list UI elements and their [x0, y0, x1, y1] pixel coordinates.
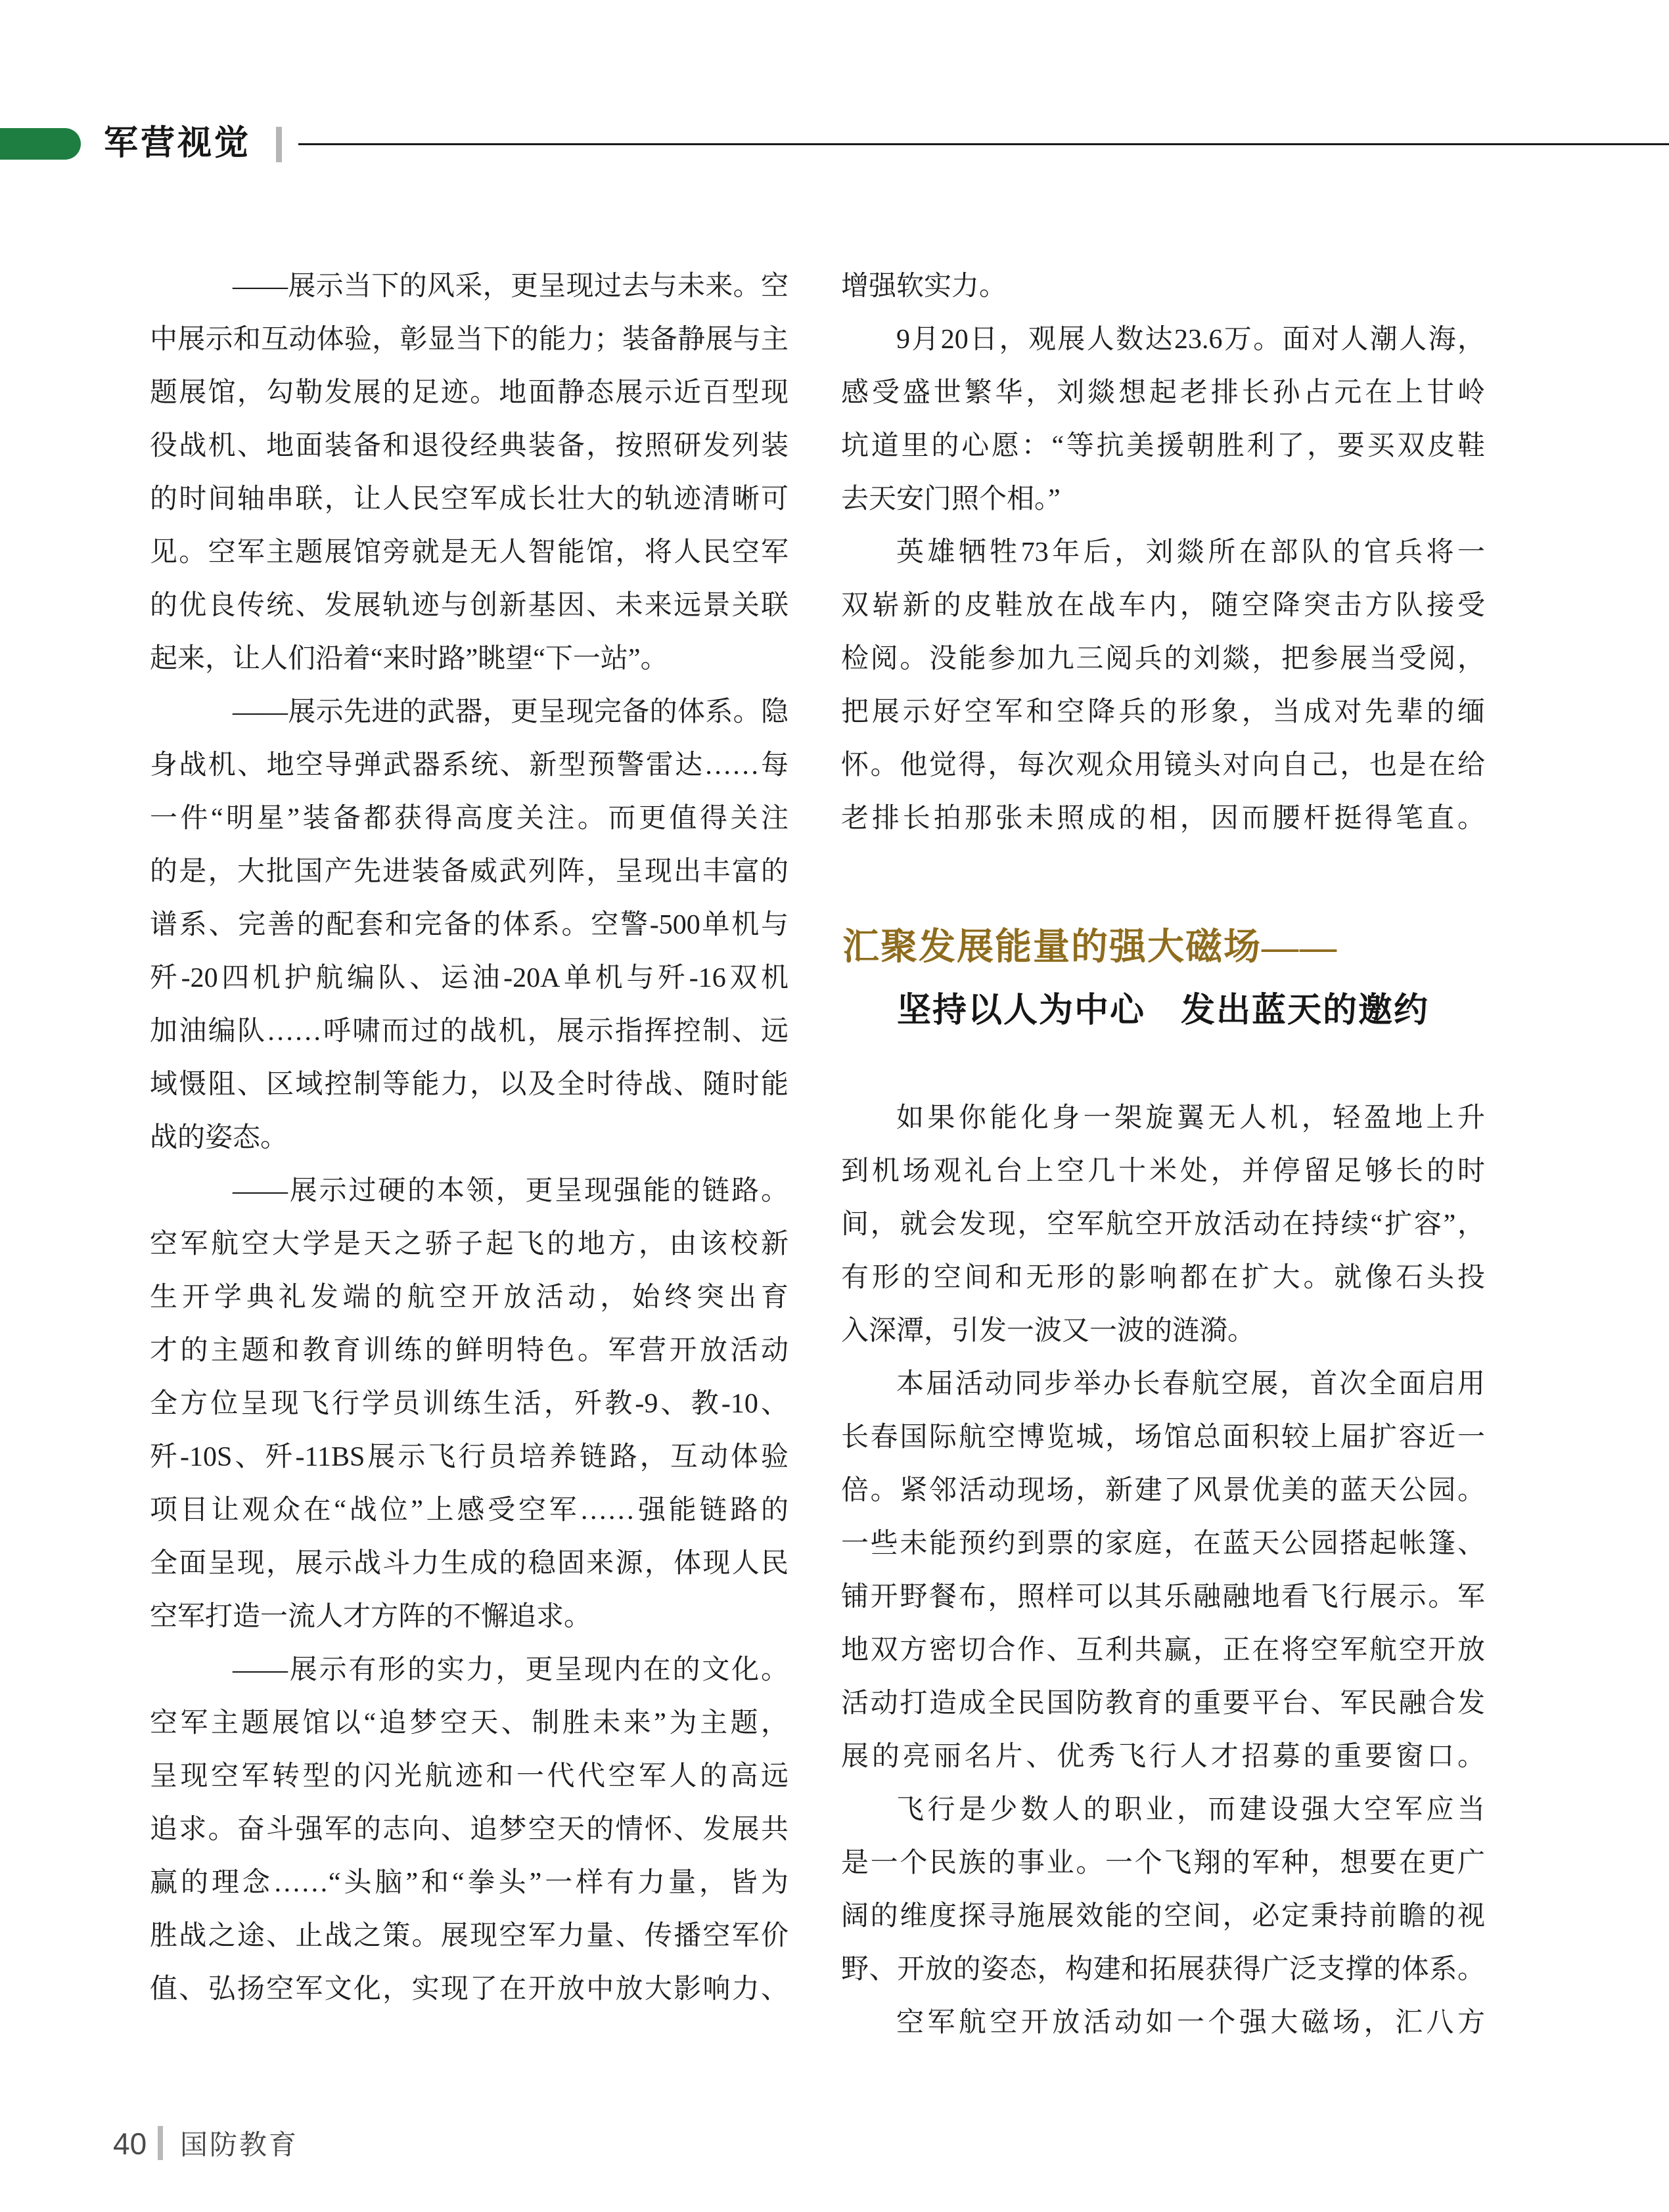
text-line: ——展示有形的实力，更呈现内在的文化。 [233, 1655, 789, 1685]
right-column-bottom [841, 1092, 1485, 2050]
page-number: 40 [113, 2127, 147, 2161]
footer-label: 国防教育 [180, 2129, 299, 2160]
text-line: 间，就会发现，空军航空开放活动在持续“扩容”， [841, 1209, 1485, 1240]
text-line: ——展示当下的风采，更呈现过去与未来。空 [233, 271, 789, 302]
text-line: 全面呈现，展示战斗力生成的稳固来源，体现人民 [150, 1548, 789, 1579]
text-line: 一件“明星”装备都获得高度关注。而更值得关注 [150, 803, 789, 834]
text-line: 英雄牺牲73年后，刘燚所在部队的官兵将一 [896, 537, 1485, 568]
text-line: 是一个民族的事业。一个飞翔的军种，想要在更广 [841, 1848, 1485, 1878]
text-line: 题展馆，勾勒发展的足迹。地面静态展示近百型现 [150, 378, 789, 408]
text-line: 坑道里的心愿：“等抗美援朝胜利了，要买双皮鞋 [841, 431, 1485, 461]
text-line: ——展示先进的武器，更呈现完备的体系。隐 [233, 697, 789, 727]
text-line: 倍。紧邻活动现场，新建了风景优美的蓝天公园。 [841, 1476, 1485, 1506]
text-line: 空军打造一流人才方阵的不懈追求。 [150, 1602, 592, 1632]
text-line: 到机场观礼台上空几十米处，并停留足够长的时 [841, 1156, 1485, 1186]
text-line: 飞行是少数人的职业，而建设强大空军应当 [896, 1795, 1485, 1825]
text-line: 歼-10S、歼-11BS展示飞行员培养链路，互动体验 [150, 1442, 789, 1472]
text-line: 的优良传统、发展轨迹与创新基因、未来远景关联 [150, 591, 789, 621]
text-line: 加油编队……呼啸而过的战机，展示指挥控制、远 [150, 1016, 789, 1047]
text-line: 长春国际航空博览城，场馆总面积较上届扩容近一 [841, 1422, 1485, 1453]
text-line: 歼-20四机护航编队、运油-20A单机与歼-16双机 [150, 963, 789, 993]
text-line: 生开学典礼发端的航空开放活动，始终突出育 [150, 1282, 789, 1313]
text-line: 去天安门照个相。” [841, 484, 1061, 514]
text-line: 域慑阻、区域控制等能力，以及全时待战、随时能 [150, 1070, 789, 1100]
text-line: 赢的理念……“头脑”和“拳头”一样有力量，皆为 [150, 1868, 789, 1898]
text-line: 9月20日，观展人数达23.6万。面对人潮人海， [896, 325, 1485, 355]
text-line: 全方位呈现飞行学员训练生活，歼教-9、教-10、 [150, 1389, 789, 1419]
text-line: 中展示和互动体验，彰显当下的能力；装备静展与主 [150, 325, 789, 355]
text-line: 身战机、地空导弹武器系统、新型预警雷达……每 [150, 750, 789, 780]
text-line: 检阅。没能参加九三阅兵的刘燚，把参展当受阅， [841, 644, 1485, 674]
header-divider-bar-icon [276, 127, 282, 162]
header-rule [298, 143, 1669, 145]
text-line: 铺开野餐布，照样可以其乐融融地看飞行展示。军 [841, 1582, 1485, 1612]
text-line: 才的主题和教育训练的鲜明特色。军营开放活动 [150, 1336, 789, 1366]
footer-divider-bar-icon [158, 2126, 163, 2160]
text-line: ——展示过硬的本领，更呈现强能的链路。 [233, 1176, 789, 1206]
text-line: 空军航空开放活动如一个强大磁场，汇八方 [896, 2008, 1485, 2038]
text-line: 感受盛世繁华，刘燚想起老排长孙占元在上甘岭 [841, 378, 1485, 408]
text-line: 怀。他觉得，每次观众用镜头对向自己，也是在给 [841, 750, 1485, 780]
text-line: 胜战之途、止战之策。展现空军力量、传播空军价 [150, 1921, 789, 1951]
text-line: 活动打造成全民国防教育的重要平台、军民融合发 [841, 1688, 1485, 1719]
text-line: 值、弘扬空军文化，实现了在开放中放大影响力、 [150, 1974, 789, 2004]
text-line: 空军主题展馆以“追梦空天、制胜未来”为主题， [150, 1708, 789, 1738]
text-line: 见。空军主题展馆旁就是无人智能馆，将人民空军 [150, 537, 789, 568]
text-line: 地双方密切合作、互利共赢，正在将空军航空开放 [841, 1635, 1485, 1665]
text-line: 阔的维度探寻施展效能的空间，必定秉持前瞻的视 [841, 1901, 1485, 1931]
text-line: 谱系、完善的配套和完备的体系。空警-500单机与 [150, 910, 789, 940]
section-kicker: 汇聚发展能量的强大磁场—— [842, 927, 1338, 968]
text-line: 的是，大批国产先进装备威武列阵，呈现出丰富的 [150, 857, 789, 887]
text-line: 把展示好空军和空降兵的形象，当成对先辈的缅 [841, 697, 1485, 727]
text-line: 双崭新的皮鞋放在战车内，随空降突击方队接受 [841, 591, 1485, 621]
text-line: 如果你能化身一架旋翼无人机，轻盈地上升 [896, 1103, 1485, 1133]
right-column-top [841, 260, 1485, 846]
text-line: 一些未能预约到票的家庭，在蓝天公园搭起帐篷、 [841, 1529, 1485, 1559]
text-line: 空军航空大学是天之骄子起飞的地方，由该校新 [150, 1229, 789, 1259]
text-line: 的时间轴串联，让人民空军成长壮大的轨迹清晰可 [150, 484, 789, 514]
text-line: 老排长拍那张未照成的相，因而腰杆挺得笔直。 [841, 803, 1485, 834]
text-line: 战的姿态。 [150, 1123, 288, 1153]
text-line: 展的亮丽名片、优秀飞行人才招募的重要窗口。 [841, 1742, 1485, 1772]
text-line: 增强软实力。 [841, 271, 1007, 302]
left-column [150, 260, 789, 2016]
text-line: 有形的空间和无形的影响都在扩大。就像石头投 [841, 1263, 1485, 1293]
text-line: 项目让观众在“战位”上感受空军……强能链路的 [150, 1495, 789, 1525]
text-line: 野、开放的姿态，构建和拓展获得广泛支撑的体系。 [841, 1954, 1485, 1985]
text-line: 入深潭，引发一波又一波的涟漪。 [841, 1316, 1256, 1346]
text-line: 呈现空军转型的闪光航迹和一代代空军人的高远 [150, 1761, 789, 1792]
text-line: 追求。奋斗强军的志向、追梦空天的情怀、发展共 [150, 1815, 789, 1845]
text-line: 本届活动同步举办长春航空展，首次全面启用 [896, 1369, 1485, 1399]
text-line: 起来，让人们沿着“来时路”眺望“下一站”。 [150, 644, 668, 674]
text-line: 役战机、地面装备和退役经典装备，按照研发列装 [150, 431, 789, 461]
section-title: 坚持以人为中心 发出蓝天的邀约 [896, 991, 1429, 1029]
page-title: 军营视觉 [104, 124, 252, 162]
header-accent-pill [0, 128, 81, 160]
